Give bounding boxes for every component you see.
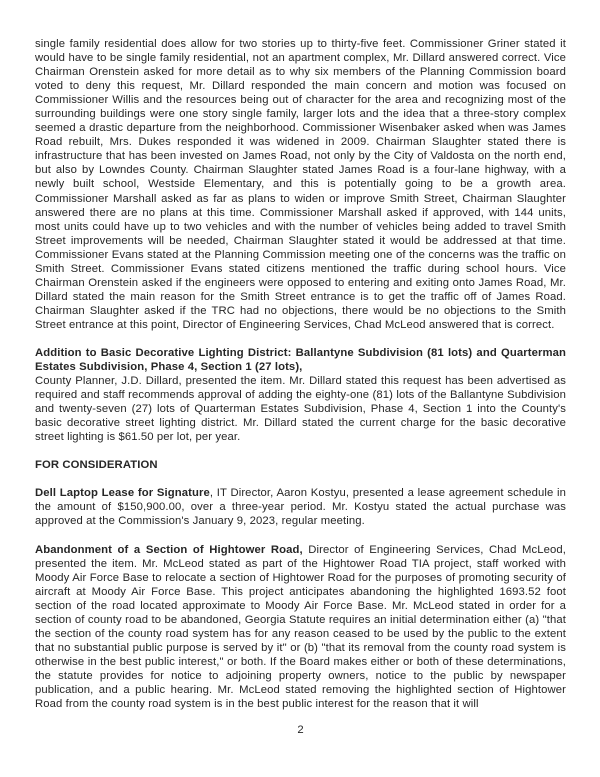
item-title-dell-laptop-lease: Dell Laptop Lease for Signature	[35, 487, 210, 500]
paragraph-dell-laptop-lease	[35, 486, 566, 528]
page-number: 2	[297, 724, 304, 737]
item-body-hightower-abandonment: Director of Engineering Services, Chad McLeod, presented the item. Mr. McLeod stated as part of the Hightower Road TIA project, staff worked with Moody Air Force Base to relocate a section of Hightower Road for the purposes of promoting security of aircraft at Moody Air Force Base. This project anticipates abandoning the highlighted 1693.52 foot section of the road located approximate to Moody Air Force Base. Mr. McLeod stated in order for a section of county road to be abandoned, Georgia Statute requires an initial determination either (a) "that the section of the county road system has for any reason ceased to be used by the public to the extent that no substantial public purpose is served by it" or (b) "that its removal from the county road system is otherwise in the best public interest," or both. If the Board makes either or both of these determinations, the statute provides for notice to adjoining property owners, notice to the public by newspaper publication, and a public hearing. Mr. McLeod stated removing the highlighted section of Hightower Road from the county road system is in the best public interest for the reason that it will	[35, 543, 566, 711]
paragraph-hightower-abandonment	[35, 543, 566, 712]
heading-for-consideration: FOR CONSIDERATION	[35, 459, 158, 472]
paragraph-zoning-discussion: single family residential does allow for two stories up to thirty-five feet. Commissioner Griner stated it would have to be single family residential, not an apartment complex, Mr. Dillard answered correct. Vice Chairman Orenstein asked for more detail as to why six members of the Planning Commission board voted to deny this request, Mr. Dillard responded the main concern and motion was focused on Commissioner Willis and the resources being out of character for the area and recognizing most of the surrounding buildings were one story single family, larger lots and the idea that a three-story complex seemed a drastic departure from the neighborhood. Commissioner Wisenbaker asked when was James Road rebuilt, Mrs. Dukes responded it was widened in 2009. Chairman Slaughter stated there is infrastructure that has been invested on James Road, not only by the City of Valdosta on the north end, but also by Lowndes County. Chairman Slaughter stated James Road is a four-lane highway, with a newly built school, Westside Elementary, and this is potentially going to be a growth area. Commissioner Marshall asked as far as plans to widen or improve Smith Street, Chairman Slaughter answered there are no plans at this time. Commissioner Marshall asked if approved, with 144 units, most units could have up to two vehicles and with the number of vehicles being added to travel Smith Street improvements will be needed, Chairman Slaughter stated it would be addressed at that time. Commissioner Evans stated at the Planning Commission meeting one of the concerns was the traffic on Smith Street. Commissioner Evans stated citizens mentioned the traffic during school hours. Vice Chairman Orenstein asked if the engineers were opposed to entering and exiting onto James Road, Mr. Dillard stated the main reason for the Smith Street entrance is to get the traffic off of James Road. Chairman Slaughter asked if the TRC had no objections, there would be no objections to the Smith Street entrance at this point, Director of Engineering Services, Chad McLeod answered that is correct.	[35, 38, 566, 331]
item-body-dell-laptop-lease: , IT Director, Aaron Kostyu, presented a lease agreement schedule in the amount of $150,900.00, over a three-year period. Mr. Kostyu stated the actual purchase was approved at the Commission's January 9, 2023, regular meeting.	[35, 487, 566, 528]
item-title-hightower-abandonment: Abandonment of a Section of Hightower Road,	[35, 543, 303, 556]
paragraph-lighting-district: County Planner, J.D. Dillard, presented the item. Mr. Dillard stated this request has been advertised as required and staff recommends approval of adding the eighty-one (81) lots of the Ballantyne Subdivision and twenty-seven (27) lots of Quarterman Estates Subdivision, Phase 4, Section 1 into the County's basic decorative street lighting district. Mr. Dillard stated the current charge for the basic decorative street lighting is $61.50 per lot, per year.	[35, 375, 566, 444]
heading-lighting-district: Addition to Basic Decorative Lighting District: Ballantyne Subdivision (81 lots) and Quarterman Estates Subdivision, Phase 4, Section 1 (27 lots),	[35, 346, 566, 374]
